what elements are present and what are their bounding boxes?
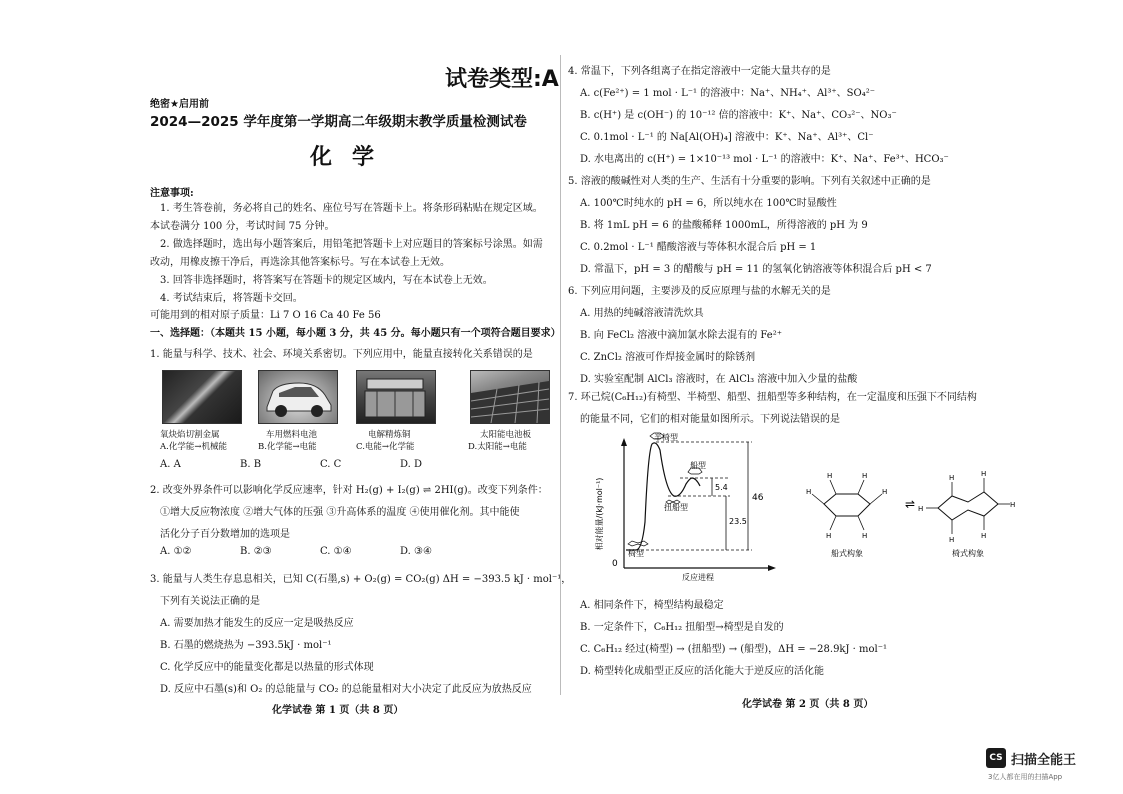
note-line: 本试卷满分 100 分，考试时间 75 分钟。: [150, 221, 335, 232]
y-axis-arrow: [621, 438, 627, 446]
q5-option-c: C. 0.2mol · L⁻¹ 醋酸溶液与等体积水混合后 pH = 1: [580, 242, 817, 253]
q3-line2: 下列有关说法正确的是: [160, 596, 260, 607]
q7-line1: 7. 环己烷(C₆H₁₂)有椅型、半椅型、船型、扭船型等多种结构，在一定温度和压强下不同结构: [568, 392, 977, 403]
q6-option-c: C. ZnCl₂ 溶液可作焊接金属时的除锈剂: [580, 352, 756, 363]
image-fuel-cell-car: [258, 370, 338, 424]
image-copper-refining: [356, 370, 436, 424]
q6-stem: 6. 下列应用问题，主要涉及的反应原理与盐的水解无关的是: [568, 286, 831, 297]
atom-label: H: [827, 472, 833, 480]
half-chair-label: 半椅型: [654, 433, 678, 442]
chair-label: 椅型: [628, 549, 644, 558]
image-option: A.化学能→机械能: [160, 442, 227, 452]
secret-label: 绝密★启用前: [150, 99, 209, 110]
choice: D. ③④: [400, 546, 432, 557]
note-line: 4. 考试结束后，将答题卡交回。: [160, 293, 303, 304]
note-line: 改动，用橡皮擦干净后，再选涂其他答案标号。写在本试卷上无效。: [150, 257, 450, 268]
q7-option-d: D. 椅型转化成船型正反应的活化能大于逆反应的活化能: [580, 666, 825, 677]
atom-label: H: [949, 474, 955, 482]
notes-heading: 注意事项:: [150, 188, 194, 199]
scanner-logo-icon: CS: [986, 748, 1006, 768]
boat-level-label: 船型: [690, 461, 706, 470]
choice: C. ①④: [320, 546, 352, 557]
q2-line3: 活化分子百分数增加的选项是: [160, 529, 290, 540]
image-caption: 太阳能电池板: [480, 430, 532, 440]
atom-label: H: [882, 488, 888, 496]
q4-option-c: C. 0.1mol · L⁻¹ 的 Na[Al(OH)₄] 溶液中：K⁺、Na⁺、Al³⁺、Cl⁻: [580, 132, 874, 143]
atom-label: H: [826, 532, 832, 540]
paper-type: 试卷类型:A: [445, 67, 559, 92]
boat-caption: 船式构象: [831, 549, 863, 558]
image-caption: 氧炔焰切割金属: [160, 430, 220, 440]
atom-label: H: [981, 470, 987, 478]
image-option: B.化学能→电能: [258, 442, 317, 452]
choice: D. D: [400, 459, 423, 470]
q5-option-b: B. 将 1mL pH = 6 的盐酸稀释 1000mL，所得溶液的 pH 为 9: [580, 220, 868, 231]
value-label: 5.4: [715, 483, 728, 492]
subject-title: 化学: [310, 145, 395, 170]
image-option: C.电能→化学能: [356, 442, 415, 452]
q1-stem: 1. 能量与科学、技术、社会、环境关系密切。下列应用中，能量直接转化关系错误的是: [150, 349, 533, 360]
energy-curve: [626, 443, 700, 550]
choice: A. ①②: [160, 546, 192, 557]
page-footer: 化学试卷 第 1 页（共 8 页）: [272, 705, 404, 716]
q5-option-a: A. 100℃时纯水的 pH = 6，所以纯水在 100℃时显酸性: [580, 198, 837, 209]
atom-label: H: [862, 472, 868, 480]
q3-option-a: A. 需要加热才能发生的反应一定是吸热反应: [160, 618, 354, 629]
y-axis-label: 相对能量/(kJ·mol⁻¹): [595, 477, 604, 551]
q6-option-a: A. 用热的纯碱溶液清洗炊具: [580, 308, 704, 319]
q7-line2: 的能量不同，它们的相对能量如图所示。下列说法错误的是: [580, 414, 840, 425]
q7-option-c: C. C₆H₁₂ 经过(椅型) → (扭船型) → (船型)，ΔH = −28.9kJ · mol⁻¹: [580, 644, 888, 655]
atom-label: H: [918, 505, 924, 513]
choice: A. A: [160, 459, 181, 470]
image-caption: 车用燃料电池: [266, 430, 318, 440]
q7-option-a: A. 相同条件下，椅型结构最稳定: [580, 600, 724, 611]
q2-line2: ①增大反应物浓度 ②增大气体的压强 ③升高体系的温度 ④使用催化剂。其中能使: [160, 507, 520, 518]
page-footer: 化学试卷 第 2 页（共 8 页）: [742, 699, 874, 710]
page-divider: [560, 55, 561, 695]
note-line: 2. 做选择题时，选出每小题答案后，用铅笔把答题卡上对应题目的答案标号涂黑。如需: [160, 239, 543, 250]
choice: B. ②③: [240, 546, 272, 557]
q5-option-d: D. 常温下，pH = 3 的醋酸与 pH = 11 的氢氧化钠溶液等体积混合后 pH < 7: [580, 264, 932, 275]
q3-option-d: D. 反应中石墨(s)和 O₂ 的总能量与 CO₂ 的总能量相对大小决定了此反应为放热反应: [160, 684, 532, 695]
atom-label: H: [862, 532, 868, 540]
chair-structure: [918, 470, 1015, 544]
scanner-app-name: 扫描全能王: [1011, 753, 1077, 768]
image-oxyacetylene: [162, 370, 242, 424]
q4-stem: 4. 常温下，下列各组离子在指定溶液中一定能大量共存的是: [568, 66, 831, 77]
section-heading: 一、选择题：（本题共 15 小题，每小题 3 分，共 45 分。每小题只有一个项符合题目要求）: [150, 328, 561, 339]
q6-option-b: B. 向 FeCl₂ 溶液中滴加氯水除去混有的 Fe²⁺: [580, 330, 783, 341]
equilibrium-icon: ⇌: [904, 497, 916, 511]
exam-title: 2024—2025 学年度第一学期高二年级期末教学质量检测试卷: [150, 114, 527, 130]
page-2: [562, 0, 1123, 794]
q3-option-b: B. 石墨的燃烧热为 −393.5kJ · mol⁻¹: [160, 640, 332, 651]
image-option: D.太阳能→电能: [468, 442, 527, 452]
q5-stem: 5. 溶液的酸碱性对人类的生产、生活有十分重要的影响。下列有关叙述中正确的是: [568, 176, 931, 187]
atom-label: H: [806, 488, 812, 496]
atom-label: H: [1010, 501, 1016, 509]
q2-line1: 2. 改变外界条件可以影响化学反应速率，针对 H₂(g) + I₂(g) ⇌ 2HI(g)。改变下列条件：: [150, 485, 548, 496]
q3-option-c: C. 化学反应中的能量变化都是以热量的形式体现: [160, 662, 374, 673]
value-label: 23.5: [729, 517, 747, 526]
note-line: 3. 回答非选择题时，将答案写在答题卡的规定区域内，写在本试卷上无效。: [160, 275, 493, 286]
value-label: 46: [752, 493, 764, 503]
chair-glyph: [628, 541, 648, 546]
q3-line1: 3. 能量与人类生存息息相关，已知 C(石墨,s) + O₂(g) = CO₂(g) ΔH = −393.5 kJ · mol⁻¹，: [150, 574, 572, 585]
scanner-tagline: 3亿人都在用的扫描App: [988, 773, 1063, 781]
choice: C. C: [320, 459, 342, 470]
x-axis-arrow: [768, 565, 776, 571]
image-caption: 电解精炼铜: [368, 430, 411, 440]
atom-label: H: [949, 536, 955, 544]
twist-boat-label: 扭船型: [664, 503, 688, 512]
q4-option-d: D. 水电离出的 c(H⁺) = 1×10⁻¹³ mol · L⁻¹ 的溶液中：K⁺、Na⁺、Fe³⁺、HCO₃⁻: [580, 154, 949, 165]
note-line: 1. 考生答卷前，务必将自己的姓名、座位号写在答题卡上。将条形码粘贴在规定区域。: [160, 203, 543, 214]
q7-option-b: B. 一定条件下，C₆H₁₂ 扭船型→椅型是自发的: [580, 622, 784, 633]
atom-label: H: [981, 532, 987, 540]
choice: B. B: [240, 459, 262, 470]
energy-diagram: [592, 432, 1092, 582]
chair-caption: 椅式构象: [952, 549, 984, 558]
q4-option-b: B. c(H⁺) 是 c(OH⁻) 的 10⁻¹² 倍的溶液中：K⁺、Na⁺、CO₃²⁻、NO₃⁻: [580, 110, 897, 121]
origin-label: 0: [612, 559, 618, 569]
image-solar-panel: [470, 370, 550, 424]
atomic-mass: 可能用到的相对原子质量：Li 7 O 16 Ca 40 Fe 56: [150, 310, 381, 321]
q4-option-a: A. c(Fe²⁺) = 1 mol · L⁻¹ 的溶液中：Na⁺、NH₄⁺、Al³⁺、SO₄²⁻: [580, 88, 875, 99]
x-axis-label: 反应进程: [682, 573, 714, 582]
q6-option-d: D. 实验室配制 AlCl₃ 溶液时，在 AlCl₃ 溶液中加入少量的盐酸: [580, 374, 858, 385]
boat-structure: [806, 472, 887, 540]
